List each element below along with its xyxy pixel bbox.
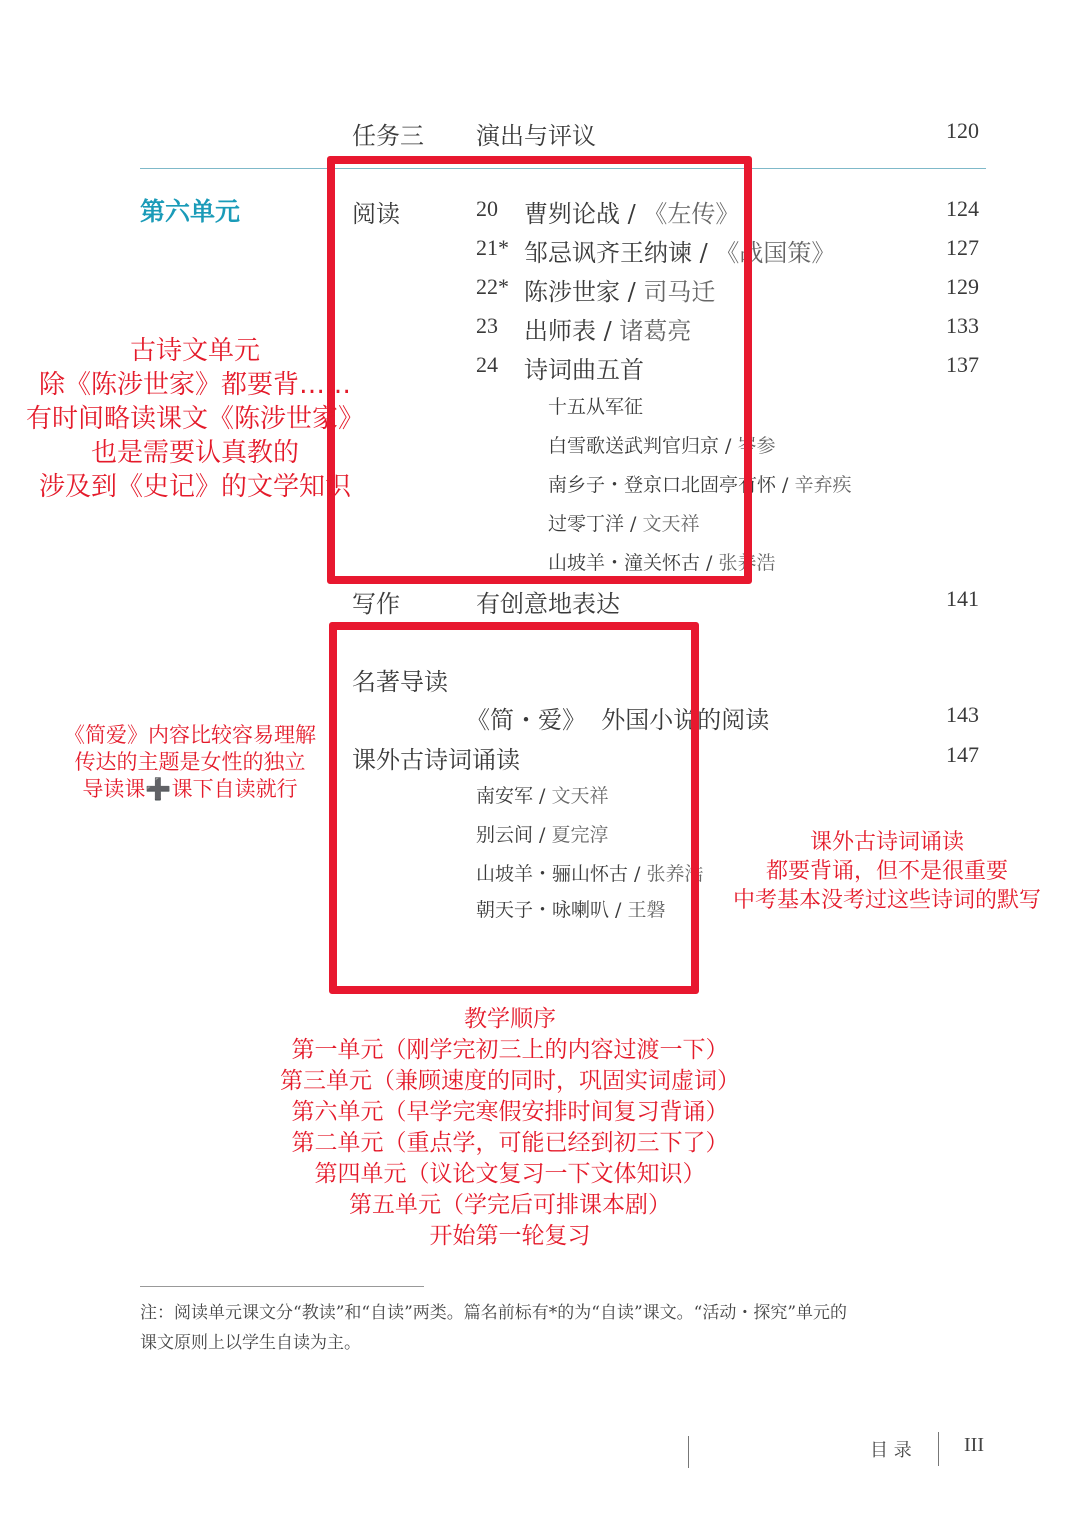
task3-label: 任务三	[352, 122, 424, 150]
annotation-line: 开始第一轮复习	[429, 1223, 591, 1249]
lesson-title[interactable]: 邹忌讽齐王纳谏 / 《战国策》	[524, 239, 836, 267]
annotation-line: 涉及到《史记》的文学知识	[38, 472, 351, 502]
annotation-line: 第二单元（重点学，可能已经到初三下了）	[291, 1130, 729, 1156]
annotation-line: 课外古诗词诵读	[809, 830, 964, 855]
extra-poem-item[interactable]: 别云间 / 夏完淳	[476, 824, 609, 846]
annotation-teaching-order	[210, 1004, 810, 1252]
footer-label: 目 录	[870, 1440, 912, 1461]
lesson-number: 22*	[476, 274, 509, 299]
annotation-unit6	[10, 334, 380, 504]
annotation-line: 有时间略读课文《陈涉世家》	[25, 404, 364, 434]
highlight-box-classics	[329, 622, 699, 994]
task3-page: 120	[946, 118, 979, 143]
lesson-page: 137	[946, 352, 979, 377]
footer-divider	[688, 1436, 689, 1468]
footnote-line: 课文原则上以学生自读为主。	[140, 1333, 361, 1353]
annotation-jane-eyre	[40, 722, 340, 803]
lesson-page: 127	[946, 235, 979, 260]
annotation-line: 第三单元（兼顾速度的同时，巩固实词虚词）	[280, 1068, 740, 1094]
unit6-title: 第六单元	[140, 197, 241, 226]
poem-item[interactable]: 过零丁洋 / 文天祥	[548, 513, 700, 535]
annotation-line: 也是需要认真教的	[90, 438, 299, 468]
extra-poems-page: 147	[946, 742, 979, 767]
writing-title[interactable]: 有创意地表达	[476, 590, 620, 618]
lesson-title[interactable]: 陈涉世家 / 司马迁	[524, 278, 716, 306]
footer-page-number: III	[964, 1434, 984, 1456]
annotation-line: 除《陈涉世家》都要背……	[38, 370, 351, 400]
extra-poem-item[interactable]: 南安军 / 文天祥	[476, 785, 609, 807]
reading-label: 阅读	[352, 200, 400, 228]
annotation-line: 古诗文单元	[129, 336, 260, 366]
annotation-line: 教学顺序	[464, 1006, 556, 1032]
footer-divider	[938, 1432, 939, 1466]
poem-item[interactable]: 南乡子・登京口北固亭有怀 / 辛弃疾	[548, 474, 852, 496]
annotation-line: 第一单元（刚学完初三上的内容过渡一下）	[291, 1037, 729, 1063]
lesson-page: 129	[946, 274, 979, 299]
annotation-line: 导读课➕课下自读就行	[82, 777, 298, 801]
classics-label: 名著导读	[352, 668, 448, 696]
annotation-line: 《简爱》内容比较容易理解	[64, 723, 316, 747]
poem-item[interactable]: 十五从军征	[548, 396, 644, 418]
annotation-line: 传达的主题是女性的独立	[74, 750, 306, 774]
footnote-divider	[140, 1286, 424, 1287]
annotation-line: 第四单元（议论文复习一下文体知识）	[314, 1161, 706, 1187]
lesson-number: 24	[476, 352, 498, 377]
footnote-line: 注：阅读单元课文分“教读”和“自读”两类。篇名前标有*的为“自读”课文。“活动・探究”单元的	[140, 1303, 848, 1323]
highlight-box-reading	[327, 156, 752, 584]
poem-item[interactable]: 白雪歌送武判官归京 / 岑参	[548, 435, 776, 457]
extra-poem-item[interactable]: 山坡羊・骊山怀古 / 张养浩	[476, 863, 704, 885]
annotation-extra-poems	[712, 828, 1062, 915]
lesson-page: 124	[946, 196, 979, 221]
annotation-line: 第五单元（学完后可排课本剧）	[349, 1192, 671, 1218]
poem-item[interactable]: 山坡羊・潼关怀古 / 张养浩	[548, 552, 776, 574]
classics-page: 143	[946, 702, 979, 727]
annotation-line: 都要背诵，但不是很重要	[765, 859, 1008, 884]
extra-poems-label[interactable]: 课外古诗词诵读	[352, 746, 520, 774]
task3-title[interactable]: 演出与评议	[476, 122, 596, 150]
writing-label: 写作	[352, 590, 400, 618]
annotation-line: 第六单元（早学完寒假安排时间复习背诵）	[291, 1099, 729, 1125]
lesson-number: 20	[476, 196, 498, 221]
classics-book[interactable]: 《简・爱》 外国小说的阅读	[466, 706, 770, 734]
lesson-title[interactable]: 诗词曲五首	[524, 356, 644, 384]
lesson-number: 21*	[476, 235, 509, 260]
lesson-title[interactable]: 曹刿论战 / 《左传》	[524, 200, 740, 228]
writing-page: 141	[946, 586, 979, 611]
extra-poem-item[interactable]: 朝天子・咏喇叭 / 王磐	[476, 899, 666, 921]
lesson-page: 133	[946, 313, 979, 338]
lesson-number: 23	[476, 313, 498, 338]
lesson-title[interactable]: 出师表 / 诸葛亮	[524, 317, 692, 345]
annotation-line: 中考基本没考过这些诗词的默写	[732, 888, 1041, 913]
